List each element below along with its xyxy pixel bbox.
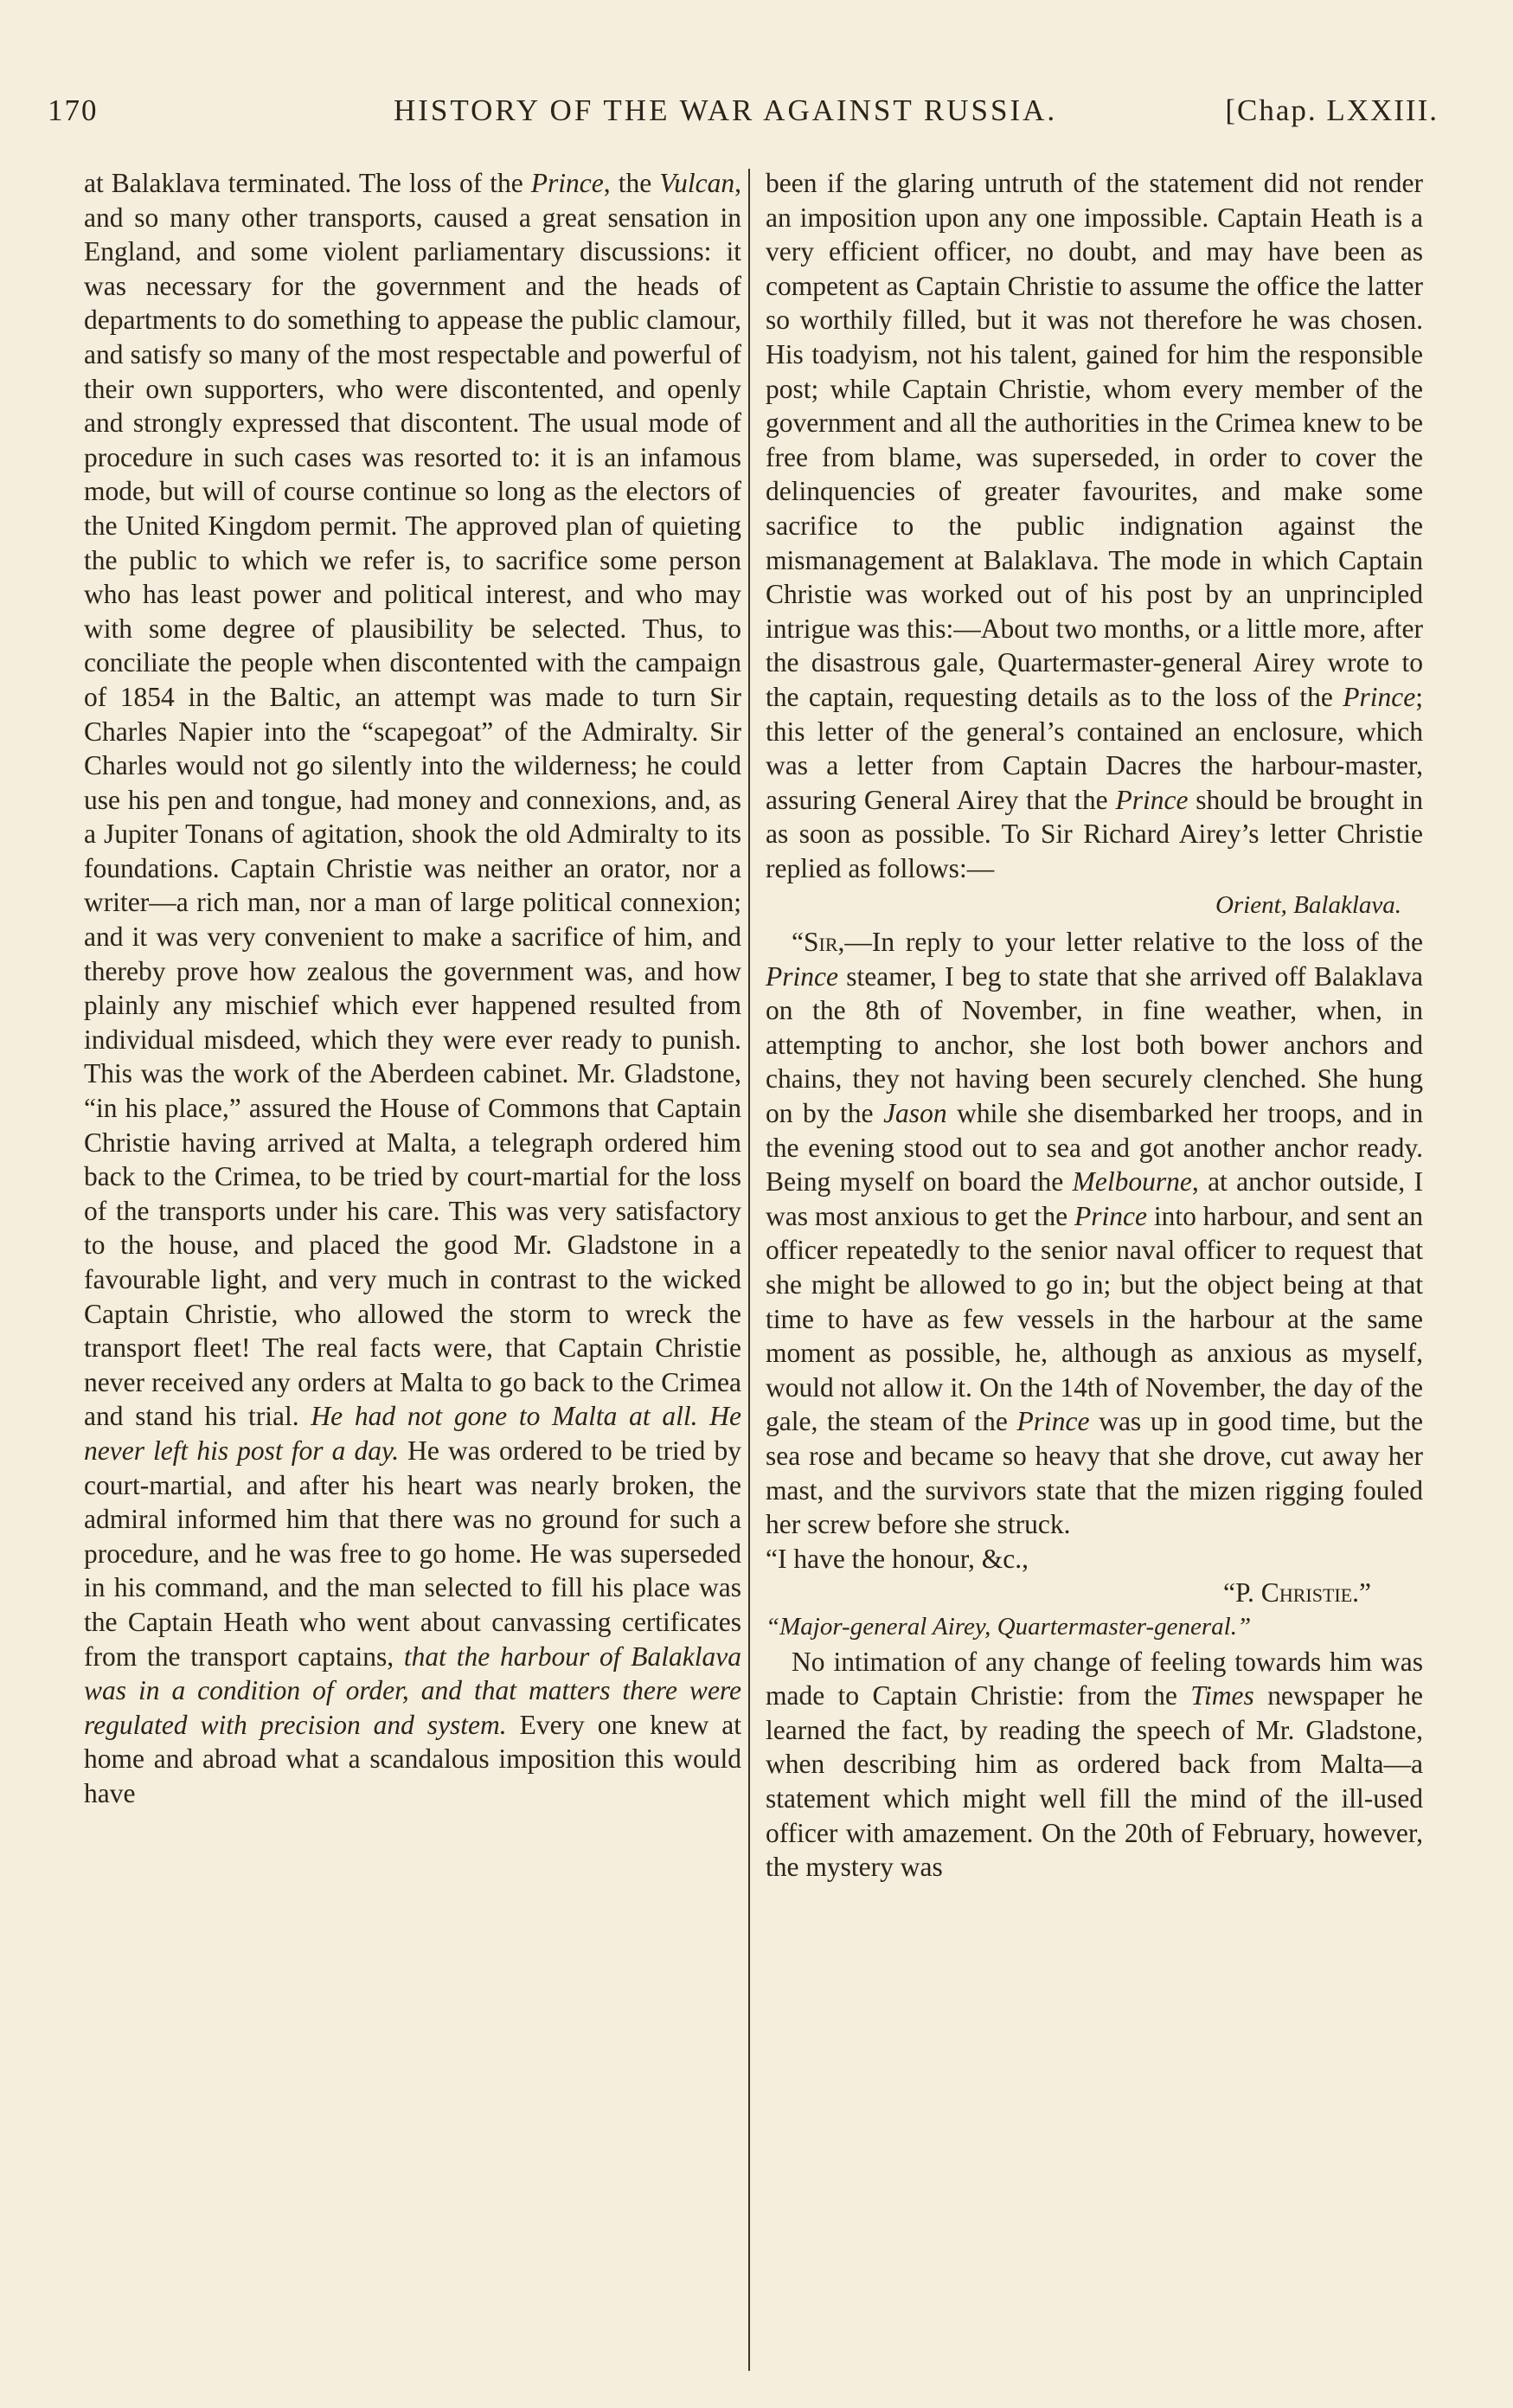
ship-name: Prince xyxy=(1016,1406,1090,1437)
ship-name: Jason xyxy=(883,1098,947,1129)
letter-body xyxy=(766,925,1423,1542)
emphasis-text: He had not gone to Malta at all. He never left his post for a day. xyxy=(84,1401,741,1466)
text-run: been if the glaring untruth of the statement did not render an imposition upon any one impossible. Captain Heath is a very efficient officer, no doubt, and may have been as competent as Captain Christie to assume the office the latter so worthily filled, but it was not therefore he was chosen. His toadyism, not his talent, gained for him the responsible post; while Captain Christie, whom every member of the government and all the authorities in the Crimea knew to be free from blame, was superseded, in order to cover the delinquencies of greater favourites, and make some sacrifice to the public indignation against the mismanagement at Balaklava. The mode in which Captain Christie was worked out of his post by an unprincipled intrigue was this:—About two months, or a little more, after the disastrous gale, Quartermaster-general Airey wrote to the captain, requesting details as to the loss of the xyxy=(766,168,1423,712)
text-run: He was ordered to be tried by court-martial, and after his heart was nearly broken, the admiral informed him that there was no ground for such a procedure, and he was free to go home. He was superseded in his command, and the man selected to fill his place was the Captain Heath who went about canvassing certificates from the transport captains, xyxy=(84,1435,742,1672)
letter-signature: “P. Christie.” xyxy=(1223,1577,1371,1609)
text-run: , Balaklava. xyxy=(1280,891,1401,920)
letter-addressee: “Major-general Airey, Quartermaster-general.” xyxy=(766,1612,1252,1641)
text-run: ,—In reply to your letter relative to the loss of the xyxy=(837,927,1423,958)
text-run: , the xyxy=(603,168,660,198)
chapter-label: [Chap. LXXIII. xyxy=(1225,93,1439,127)
newspaper-name: Times xyxy=(1190,1680,1254,1711)
text-run: , and so many other transports, caused a great sensation in England, and some violent parliamentary discussions: it was necessary for the government and the heads of departments to do something to appease the public clamour, and satisfy so many of the most respectable and powerful of their own supporters, who were discontented, and openly and strongly expressed that discontent. The usual mode of procedure in such cases was resorted to: it is an infamous mode, but will of course continue so long as the electors of the United Kingdom permit. The approved plan of quieting the public to which we refer is, to sacrifice some person who has least power and political interest, and who may with some degree of plausibility be selected. Thus, to conciliate the people when discontented with the campaign of 1854 in the Baltic, an attempt was made to turn Sir Charles Napier into the “scapegoat” of the Admiralty. Sir Charles would not go silently into the wilderness; he could use his pen and tongue, had money and connexions, and, as a Jupiter Tonans of agitation, shook the old Admiralty to its foundations. Captain Christie was neither an orator, nor a writer—a rich man, nor a man of large political connexion; and it was very convenient to make a sacrifice of him, and thereby prove how zealous the government was, and how plainly any mischief which ever happened resulted from individual misdeed, which they were ever ready to punish. This was the work of the Aberdeen cabinet. Mr. Gladstone, “in his place,” assured the House of Commons that Captain Christie having arrived at Malta, a telegraph ordered him back to the Crimea, to be tried by court-martial for the loss of the transports under his care. This was very satisfactory to the house, and placed the good Mr. Gladstone in a favourable light, and very much in contrast to the wicked Captain Christie, who allowed the storm to wreck the transport fleet! The real facts were, that Captain Christie never received any orders at Malta to go back to the Crimea and stand his trial. xyxy=(84,168,742,1432)
text-run: ; this letter of the general’s contained an enclosure, which was a letter from Captain Dacres the harbour-master, assuring General Airey that the xyxy=(766,681,1423,815)
running-header xyxy=(48,93,1439,137)
ship-name: Vulcan xyxy=(659,168,735,198)
ship-name: Prince xyxy=(766,960,838,992)
text-run: should be brought in as soon as possible. To Sir Richard Airey’s letter Christie replied as follows:— xyxy=(766,784,1423,883)
left-column xyxy=(84,166,741,1811)
paragraph xyxy=(766,166,1423,885)
right-column xyxy=(766,166,1423,1885)
ship-name: Prince xyxy=(1115,784,1189,815)
paragraph xyxy=(84,166,741,1811)
ship-name: Orient xyxy=(1215,891,1281,920)
letter-location xyxy=(766,889,1423,923)
ship-name: Prince xyxy=(1074,1200,1148,1231)
page-number: 170 xyxy=(48,93,99,127)
ship-name: Prince xyxy=(530,168,604,198)
text-run: Every one knew at home and abroad what a scandalous imposition this would have xyxy=(84,1709,741,1808)
text-run: into harbour, and sent an officer repeatedly to the senior naval officer to request that she might be allowed to go in; but the object being at that time to have as few vessels in the harbour at the same moment as possible, he, although as anxious as myself, would not allow it. On the 14th of November, the day of the gale, the steam of the xyxy=(766,1200,1423,1437)
text-run: was up in good time, but the sea rose and became so heavy that she drove, cut away her mast, and the survivors state that the mizen rigging fouled her screw before she struck. xyxy=(766,1406,1423,1540)
column-divider xyxy=(748,169,750,2371)
ship-name: Prince xyxy=(1343,681,1416,712)
text-run: No intimation of any change of feeling towards him was made to Captain Christie: from the xyxy=(766,1646,1423,1711)
emphasis-text: that the harbour of Balaklava was in a condition of order, and that matters there were regulated with precision and system. xyxy=(84,1641,741,1740)
salutation: “Sir xyxy=(792,927,838,958)
text-run: while she disembarked her troops, and in the evening stood out to sea and got another anchor ready. Being myself on board the xyxy=(766,1098,1424,1198)
text-run: at Balaklava terminated. The loss of the xyxy=(84,168,531,198)
paragraph xyxy=(766,1645,1423,1885)
letter-closing: “I have the honour, &c., xyxy=(766,1543,1029,1574)
text-run: newspaper he learned the fact, by reading the speech of Mr. Gladstone, when describing him as ordered back from Malta—a statement which might well fill the mind of the ill-used officer with amazement. On the 20th of February, however, the mystery was xyxy=(766,1680,1424,1883)
ship-name: Melbourne xyxy=(1072,1166,1192,1198)
text-run: , at anchor outside, I was most anxious to get the xyxy=(766,1166,1424,1231)
running-title: HISTORY OF THE WAR AGAINST RUSSIA. xyxy=(394,93,1058,127)
text-run: steamer, I beg to state that she arrived off Balaklava on the 8th of November, in fine weather, when, in attempting to anchor, she lost both bower anchors and chains, they not having been securely clenched. She hung on by the xyxy=(766,960,1423,1129)
